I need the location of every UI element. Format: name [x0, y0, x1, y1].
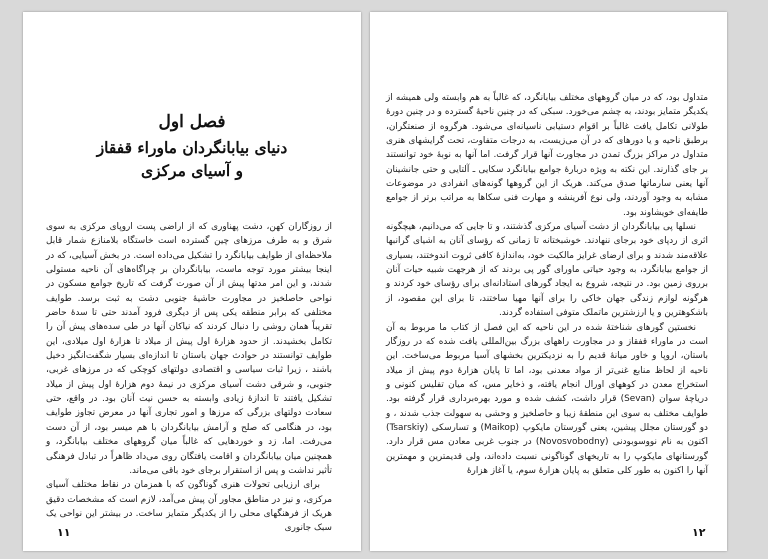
chapter-label: فصل اول [158, 112, 226, 132]
paragraph: نخستین گورهای شناختهٔ شده در این ناحیه که این فصل از کتاب ما مربوط به آن است در ماوراء قفقاز و در مجاورت راههای بزرگ بین‌المللی یافت شده که در روزگار باستان، اروپا و خاور میانهٔ قدیم را به نزدیکترین بخشهای آسیا مربوط می‌ساخت. این ناحیه از لحاظ منابع غنی‌تر از مواد معدنی بود، اما تا پایان هزارهٔ دوم پیش از میلاد استخراج معدن در کوههای اورال انجام یافته، و ذخایر مس، که میان تفلیس کنونی و دریاچهٔ سوان (Sevan) قرار داشت، کشف شده و مورد بهره‌برداری قرار گرفته بود. طوایف مختلف به سوی این منطقهٔ زیبا و حاصلخیز و وحشی به سهولت جذب شدند ، و دو گورستان مجلل پیشین، یعنی گورستان مایکوپ (Maikop) و تسارسکی (Tsarskiy) اکنون به نام نووسوبودنی (Novosvobodny) در جنوب غربی معادن مس قرار دارد. گورستانهای مایکوپ را به تاریخهای گوناگونی نسبت داده‌اند، ولی قدیمترین و مهمترین آنها را اکنون به طور کلی متعلق به پایان هزارهٔ سوم، یا آغاز هزارهٔ [386, 322, 708, 476]
left-page [23, 12, 361, 551]
page-number: ۱۲ [692, 526, 706, 539]
right-page [370, 12, 727, 551]
left-page-body [46, 220, 332, 536]
chapter-title-line-1: دنیای بیابانگردان ماوراء قفقاز [96, 138, 288, 157]
paragraph: نسلها پی بیابانگردان از دشت آسیای مرکزی گذشتند، و تا جایی که می‌دانیم، هیچگونه اثری از ردپای خود برجای ننهادند. خوشبختانه تا زمانی که رؤسای آنان به اشیای گرانبها علاقه‌مند شدند و برای ارضای غرایز مالکیت خود، به‌اندازهٔ کافی ثروت اندوختند، بسیاری از جوامع بیابانگرد، به وجود حیاتی ماورای گور پی بردند که از هرجهت شبیه حیات آنان برروی زمین بود. در نتیجه، شروع به ایجاد گورهای استادانه‌ای برای رؤسای خود کردند و هرگونه لوازم زندگی جهان خاکی را برای آنها مهیا ساختند، تا برای این مقصود، از باشکوهترین و یا ارزشترین ماتملک متوفی استفاده گردند. [386, 222, 708, 319]
page-number: ۱۱ [57, 526, 71, 539]
paragraph: از روزگاران کهن، دشت پهناوری که از اراضی پست اروپای مرکزی به سوی شرق و به طرف مرزهای چین گسترده است خاستگاه بلامنازع شمار قابل ملاحظه‌ای از طوایف بیابانگرد را تشکیل می‌داده است. در بخش آسیایی، که در اینجا بیشتر مورد توجه ماست، بیابانگردان بر چراگاه‌های آن ناحیه مستولی شدند، و این امر مدتها پیش از آن صورت گرفت که تاریخ جوامع مسکون در نواحی حاصلخیز در مجاورت حاشیهٔ جنوبی دشت به ثبت برسد. طوایف مختلفی که برابر منطقه یکی پس از دیگری فرود آمدند حتی تا سدهٔ حاضر تقریباً همان روشی را دنبال کردند که نیاکان آنها در طی سده‌های پیش آن را تکامل بخشیدند. از حدود هزارهٔ اول پیش از میلاد تا هزارهٔ اول میلادی، این طوایف توانستند در حوادث جهان باستان تا اندازه‌ای بسیار شگفت‌انگیز دخیل باشند ، زیرا ثبات سیاسی و اقتصادی دولتهای کوچکی که در مرزهای غربی، جنوبی، و شرقی دشت آسیای مرکزی در نیمهٔ دوم هزارهٔ اول پیش از میلاد تشکیل یافتند تا اندازهٔ زیادی وابسته به حسن نیت آنان بود. در واقع، حتی سعادت دولتهای بزرگی که مرزها و امور تجاری آنها در معرض تجاوز طوایف بود، در هنگامی که صلح و آرامش بیابانگردان با هم میسر بود، از آن دست می‌رفت. اما، زد و خوردهایی که غالباً میان گروههای مختلف بیابانگرد، و همچنین میان بیابانگردان و اقامت یافتگان روی می‌داد ظاهراً در تبادل فرهنگی تأثیر نداشت و پس از استقرار برجای خود باقی می‌ماند. [46, 222, 332, 476]
right-page-body [386, 91, 708, 478]
chapter-title-line-2: و آسیای مرکزی [140, 161, 244, 180]
paragraph: متداول بود، که در میان گروههای مختلف بیابانگرد، که غالباً به هم وابسته ولی همیشه از یکدیگر متمایز بودند، به چشم می‌خورد. سبکی که در چنین ناحیهٔ گسترده و در چنین دورهٔ طولانی تکامل یافت غالباً بر اقوام دستیابی ناسیانه‌ای می‌شود. هرگروه از صنعتگران، برطبق ناحیه و یا دورهای که در آن می‌زیست، به درجات متفاوت، تحت گرایشهای هنری متداول در مراکز بزرگ تمدن در مجاورت آنها قرار گرفت. اما آنها به نوبهٔ خود توانستند بر جای گذارند. این نکته به ویژه دربارهٔ جوامع بیابانگرد سکایی ـ آلتایی و حتی جانشینان آنها یعنی سارماتها صدق می‌کند. هریک از این گروهها گونه‌های انفرادی در موضوعات مشابه به وجود آوردند، ولی نوع آفرینشه و مهارت فنی سکاها به مراتب برتر از جوامع طایفه‌ای خویشاوند بود. [386, 93, 708, 218]
paragraph: برای ارزیابی تحولات هنری گوناگون که با همزمان در نقاط مختلف آسیای مرکزی، و نیز در مناطق مجاور آن پیش می‌آمد، لازم است که مشخصات دقیق هریک از فرهنگهای محلی را از یکدیگر متمایز ساخت. در بیشتر این نواحی یک سبک جانوری [46, 480, 332, 534]
